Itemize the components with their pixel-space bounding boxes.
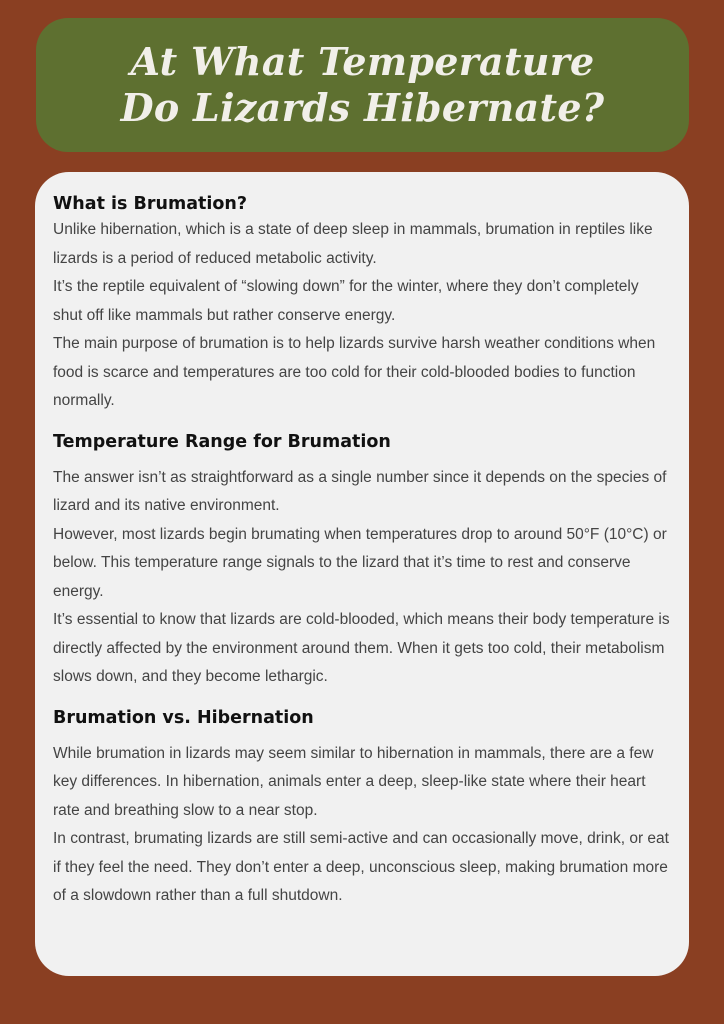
title-banner: [36, 18, 689, 152]
paragraph: The main purpose of brumation is to help lizards survive harsh weather conditions when food is scarce and temperatures are too cold for their cold-blooded bodies to function normally.: [53, 335, 656, 409]
paragraph: Unlike hibernation, which is a state of deep sleep in mammals, brumation in reptiles like lizards is a period of reduced metabolic activity.: [53, 221, 653, 267]
page-title: [121, 39, 605, 131]
title-line-2: Do Lizards Hibernate?: [120, 85, 605, 130]
section-heading-temperature-range: Temperature Range for Brumation: [53, 431, 391, 452]
section-heading-brumation-vs-hibernation: Brumation vs. Hibernation: [53, 707, 314, 728]
content-card: [35, 172, 689, 976]
title-line-1: At What Temperature: [130, 39, 595, 84]
paragraph: It’s the reptile equivalent of “slowing down” for the winter, where they don’t completely shut off like mammals but rather conserve energy.: [53, 278, 639, 324]
paragraph: In contrast, brumating lizards are still semi-active and can occasionally move, drink, or eat if they feel the need. They don’t enter a deep, unconscious sleep, making brumation more of a slowdown rather than a full shutdown.: [53, 830, 669, 904]
paragraph: While brumation in lizards may seem similar to hibernation in mammals, there are a few key differences. In hibernation, animals enter a deep, sleep-like state where their heart rate and breathing slow to a near stop.: [53, 744, 654, 819]
paragraph: However, most lizards begin brumating when temperatures drop to around 50°F (10°C) or below. This temperature range signals to the lizard that it’s time to rest and conserve energy.: [53, 525, 667, 600]
paragraph: The answer isn’t as straightforward as a single number since it depends on the species of lizard and its native environment.: [53, 468, 667, 514]
paragraph: It’s essential to know that lizards are cold-blooded, which means their body temperature is directly affected by the environment around them. When it gets too cold, their metabolism slows down, and they become lethargic.: [53, 611, 670, 685]
section-heading-what-is-brumation: What is Brumation?: [53, 194, 248, 214]
